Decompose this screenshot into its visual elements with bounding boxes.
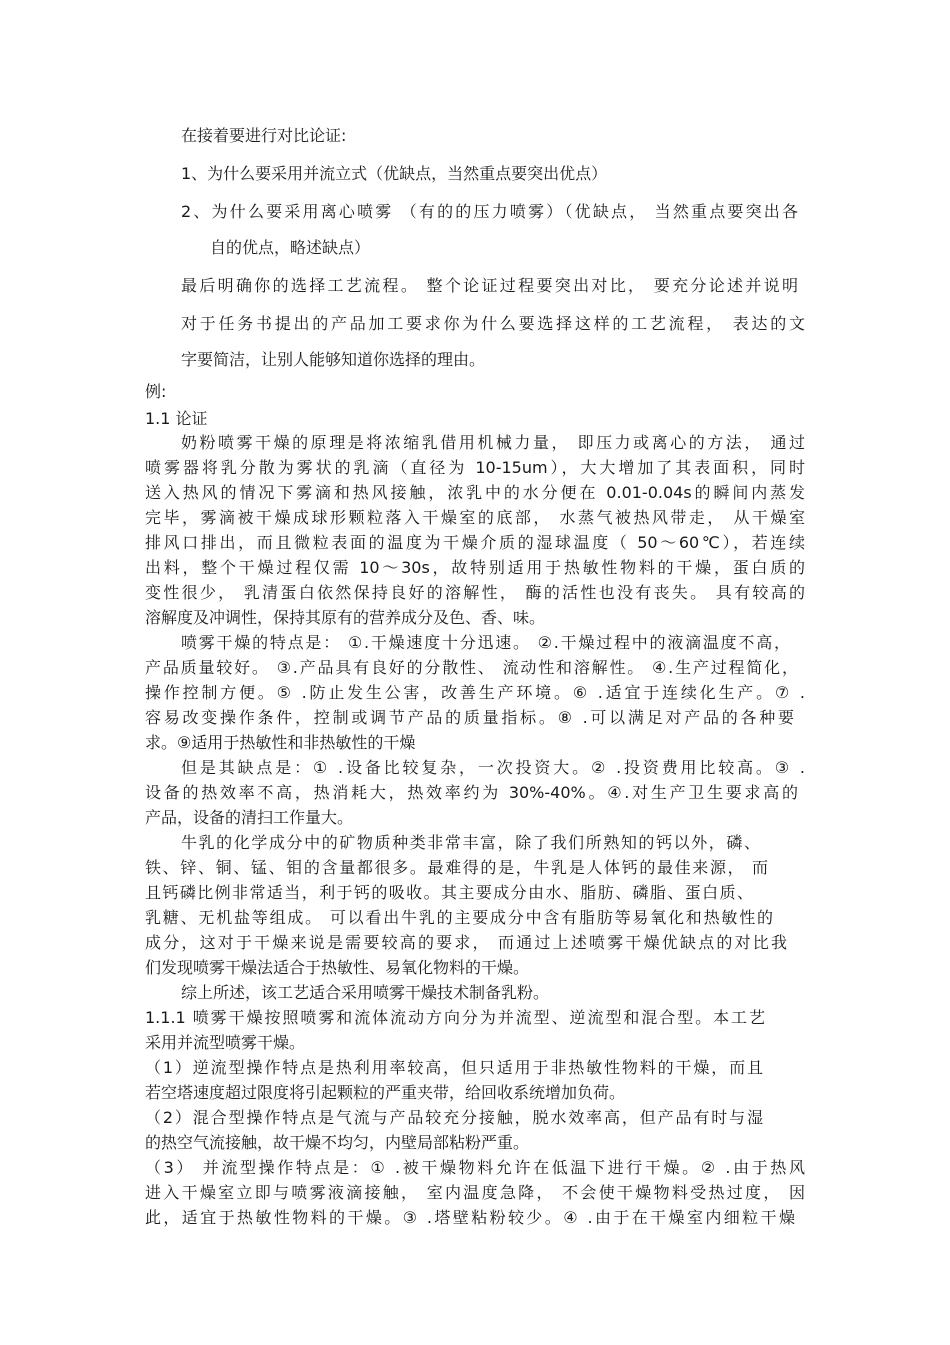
p1-line: 送入热风的情况下雾滴和热风接触，浓乳中的水分便在 0.01-0.04s的瞬间内蒸发 — [145, 483, 805, 502]
p2-line: 产品质量较好。 ③.产品具有良好的分散性、 流动性和溶解性。 ④.生产过程简化， — [145, 658, 798, 677]
section-heading: 1.1 论证 — [145, 409, 208, 428]
intro-line-4: 自的优点，略述缺点） — [210, 238, 371, 257]
p4-line: 且钙磷比例非常适当，利于钙的吸收。其主要成分由水、脂肪、磷脂、蛋白质、 — [145, 883, 753, 902]
subsection-line: 采用并流型喷雾干燥。 — [145, 1033, 306, 1052]
p1-line: 奶粉喷雾干燥的原理是将浓缩乳借用机械力量， 即压力或离心的方法， 通过 — [181, 433, 805, 452]
p1-line: 喷雾器将乳分散为雾状的乳滴（直径为 10-15um），大大增加了其表面积，同时 — [145, 458, 805, 477]
p4-line: 铁、锌、铜、锰、钼的含量都很多。最难得的是，牛乳是人体钙的最佳来源， 而 — [145, 858, 768, 877]
item-2-line: 的热空气流接触，故干燥不均匀，内壁局部粘粉严重。 — [145, 1133, 530, 1152]
p1-line: 排风口排出，而且微粒表面的温度为干燥介质的湿球温度（ 50～60℃），若连续 — [145, 533, 805, 552]
p1-line: 完毕，雾滴被干燥成球形颗粒落入干燥室的底部， 水蒸气被热风带走， 从干燥室 — [145, 508, 805, 527]
subsection-line: 1.1.1 喷雾干燥按照喷雾和流体流动方向分为并流型、逆流型和混合型。本工艺 — [145, 1008, 765, 1027]
item-1-line: 若空塔速度超过限度将引起颗粒的严重夹带，给回收系统增加负荷。 — [145, 1083, 626, 1102]
p1-line: 变性很少， 乳清蛋白依然保持良好的溶解性， 酶的活性也没有丧失。 具有较高的 — [145, 583, 805, 602]
p4-line: 乳糖、无机盐等组成。 可以看出牛乳的主要成分中含有脂肪等易氧化和热敏性的 — [145, 908, 773, 927]
intro-line-2: 1、为什么要采用并流立式（优缺点，当然重点要突出优点） — [181, 164, 608, 183]
p3-line: 设备的热效率不高，热消耗大，热效率约为 30%-40%。④.对生产卫生要求高的 — [145, 783, 798, 802]
item-3-line: 此，适宜于热敏性物料的干燥。③ .塔壁粘粉较少。④ .由于在干燥室内细粒干燥 — [145, 1208, 795, 1227]
p2-line: 操作控制方便。⑤ .防止发生公害，改善生产环境。⑥ .适宜于连续化生产。⑦ . — [145, 683, 805, 702]
p4-line: 们发现喷雾干燥法适合于热敏性、易氧化物料的干燥。 — [145, 958, 530, 977]
p2-line: 喷雾干燥的特点是： ①.干燥速度十分迅速。 ②.干燥过程中的液滴温度不高， — [181, 633, 790, 652]
p2-line: 容易改变操作条件，控制或调节产品的质量指标。⑧ .可以满足对产品的各种要 — [145, 708, 794, 727]
p1-line: 溶解度及冲调性，保持其原有的营养成分及色、香、味。 — [145, 608, 546, 627]
item-2-line: （2）混合型操作特点是气流与产品较充分接触，脱水效率高，但产品有时与湿 — [145, 1108, 763, 1127]
intro-line-7: 字要简洁，让别人能够知道你选择的理由。 — [181, 350, 486, 369]
example-label: 例: — [145, 382, 167, 401]
item-3-line: （3） 并流型操作特点是：① .被干燥物料允许在低温下进行干燥。② .由于热风 — [145, 1158, 805, 1177]
item-1-line: （1）逆流型操作特点是热利用率较高，但只适用于非热敏性物料的干燥，而且 — [145, 1058, 763, 1077]
intro-line-3: 2、为什么要采用离心喷雾 （有的的压力喷雾）（优缺点， 当然重点要突出各 — [181, 202, 798, 221]
p4-line: 牛乳的化学成分中的矿物质种类非常丰富，除了我们所熟知的钙以外，磷、 — [181, 833, 760, 852]
p3-line: 但是其缺点是：① .设备比较复杂，一次投资大。② .投资费用比较高。③ . — [181, 758, 805, 777]
item-3-line: 进入干燥室立即与喷雾液滴接触， 室内温度急降， 不会使干燥物料受热过度， 因 — [145, 1183, 805, 1202]
intro-line-6: 对于任务书提出的产品加工要求你为什么要选择这样的工艺流程， 表达的文 — [181, 314, 805, 333]
p2-line: 求。⑨适用于热敏性和非热敏性的干燥 — [145, 733, 416, 752]
p4-line: 成分，这对于干燥来说是需要较高的要求， 而通过上述喷雾干燥优缺点的对比我 — [145, 933, 787, 952]
p1-line: 出料，整个干燥过程仅需 10～30s，故特别适用于热敏性物料的干燥，蛋白质的 — [145, 558, 805, 577]
p3-line: 产品，设备的清扫工作量大。 — [145, 808, 354, 827]
intro-line-5: 最后明确你的选择工艺流程。 整个论证过程要突出对比， 要充分论述并说明 — [181, 276, 798, 295]
intro-line-1: 在接着要进行对比论证: — [181, 126, 347, 145]
conclusion-line: 综上所述，该工艺适合采用喷雾干燥技术制备乳粉。 — [181, 983, 550, 1002]
